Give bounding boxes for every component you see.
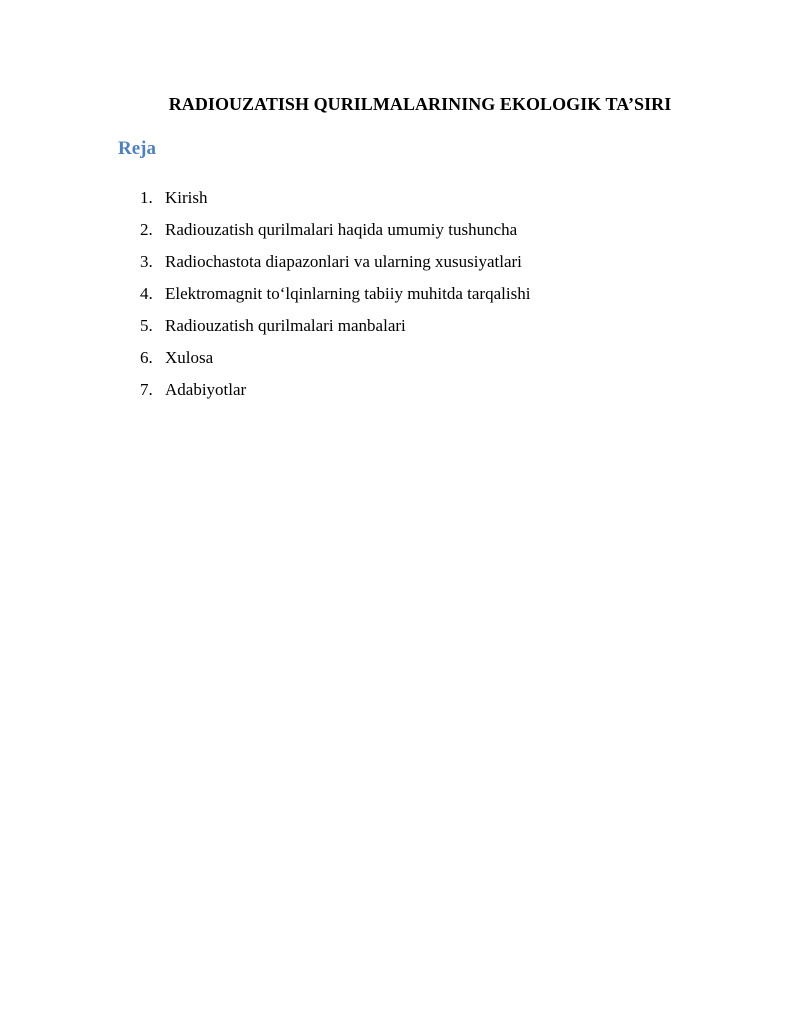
list-item-text: Radiouzatish qurilmalari haqida umumiy tushuncha xyxy=(165,220,518,239)
list-item-number: 1. xyxy=(140,188,153,207)
list-item-text: Elektromagnit to‘lqinlarning tabiiy muhitda tarqalishi xyxy=(165,284,531,303)
list-item-number: 6. xyxy=(140,348,153,367)
list-item xyxy=(140,378,530,410)
list-item-text: Radiochastota diapazonlari va ularning xususiyatlari xyxy=(165,252,522,271)
list-item xyxy=(140,346,530,378)
list-item xyxy=(140,186,530,218)
list-item xyxy=(140,218,530,250)
list-item xyxy=(140,282,530,314)
list-item-number: 5. xyxy=(140,316,153,335)
list-item-text: Adabiyotlar xyxy=(165,380,247,399)
section-heading: Reja xyxy=(118,138,156,159)
list-item-number: 2. xyxy=(140,220,153,239)
list-item-number: 7. xyxy=(140,380,153,399)
document-title: RADIOUZATISH QURILMALARINING EKOLOGIK TA’SIRI xyxy=(168,94,672,114)
list-item-number: 4. xyxy=(140,284,153,303)
list-item-text: Kirish xyxy=(165,188,208,207)
list-item-text: Radiouzatish qurilmalari manbalari xyxy=(165,316,406,335)
plan-list xyxy=(140,186,530,410)
list-item xyxy=(140,250,530,282)
list-item-text: Xulosa xyxy=(165,348,214,367)
list-item-number: 3. xyxy=(140,252,153,271)
list-item xyxy=(140,314,530,346)
